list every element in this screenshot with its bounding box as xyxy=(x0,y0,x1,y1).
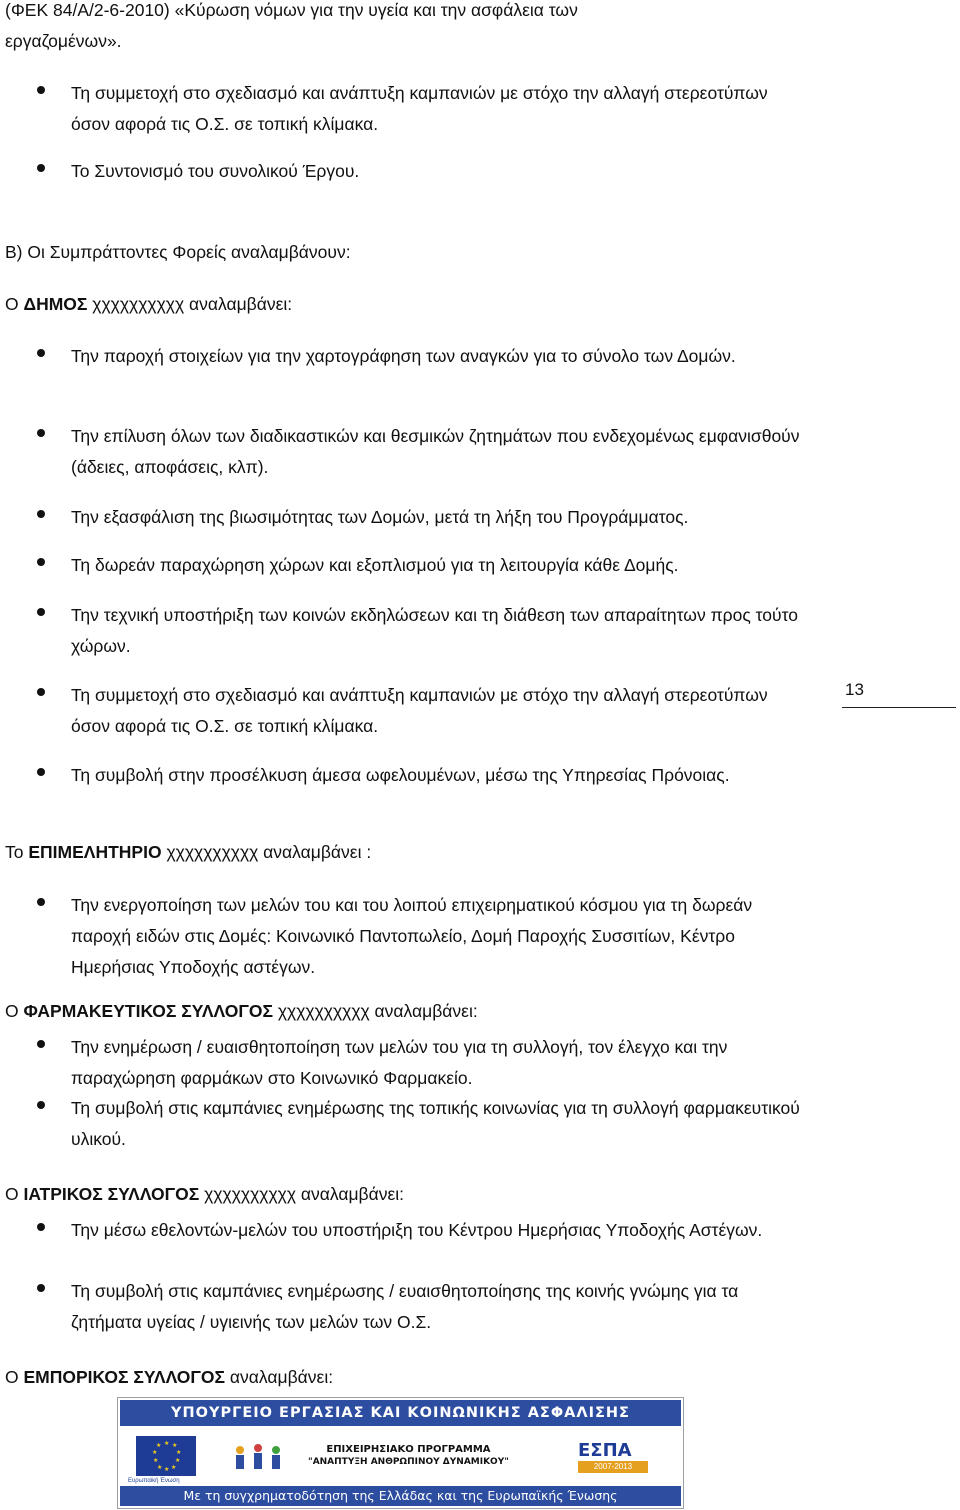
svg-text:★: ★ xyxy=(175,1457,181,1464)
bullet-icon xyxy=(37,608,45,616)
section-title: Β) Οι Συμπράττοντες Φορείς αναλαμβάνουν: xyxy=(5,242,351,262)
page-number-rule xyxy=(842,707,956,708)
bullet-icon xyxy=(37,768,45,776)
program-logo-text xyxy=(308,1444,509,1468)
heading-prefix: Ο xyxy=(5,1001,24,1021)
bullet-icon xyxy=(37,1101,45,1109)
heading-name: ΦΑΡΜΑΚΕΥΤΙΚΟΣ ΣΥΛΛΟΓΟΣ xyxy=(23,1001,273,1021)
farmakeftikos-heading xyxy=(5,1001,478,1022)
list-item-text: Τη συμμετοχή στο σχεδιασμό και ανάπτυξη καμπανιών με στόχο την αλλαγή στερεοτύπων όσον αφορά τις Ο.Σ. σε τοπική κλίμακα. xyxy=(71,83,768,134)
intro-line-2: εργαζομένων». xyxy=(5,31,122,51)
program-line-2: "ΑΝΑΠΤΥΞΗ ΑΝΘΡΩΠΙΝΟΥ ΔΥΝΑΜΙΚΟΥ" xyxy=(308,1457,509,1467)
heading-name: ΕΜΠΟΡΙΚΟΣ ΣΥΛΛΟΓΟΣ xyxy=(23,1367,226,1387)
heading-prefix: Ο xyxy=(5,1367,24,1387)
intro-line-1: (ΦΕΚ 84/Α/2-6-2010) «Κύρωση νόμων για την υγεία και την ασφάλεια των xyxy=(5,0,578,20)
heading-prefix: Ο xyxy=(5,1184,24,1204)
list-item-text: Τη δωρεάν παραχώρηση χώρων και εξοπλισμού για τη λειτουργία κάθε Δομής. xyxy=(71,555,679,575)
svg-text:★: ★ xyxy=(176,1449,182,1456)
bullet-icon xyxy=(37,429,45,437)
svg-text:★: ★ xyxy=(164,1440,170,1447)
list-item-text: Την ενεργοποίηση των μελών του και του λοιπού επιχειρηματικού κόσμου για τη δωρεάν παροχή ειδών στις Δομές: Κοινωνικό Παντοπωλείο, Δομή Παροχής Συσσιτίων, Κέντρο Ημερήσιας Υποδοχής αστέγων. xyxy=(71,895,753,977)
footer-ministry-banner: ΥΠΟΥΡΓΕΙΟ ΕΡΓΑΣΙΑΣ ΚΑΙ ΚΟΙΝΩΝΙΚΗΣ ΑΣΦΑΛΙΣΗΣ xyxy=(120,1400,681,1426)
bullet-icon xyxy=(37,510,45,518)
heading-prefix: Ο xyxy=(5,294,24,314)
svg-text:★: ★ xyxy=(156,1442,162,1449)
bullet-icon xyxy=(37,1223,45,1231)
eu-caption: Ευρωπαϊκή Ένωση xyxy=(128,1478,180,1484)
page-number: 13 xyxy=(845,680,864,699)
list-item-text: Την επίλυση όλων των διαδικαστικών και θεσμικών ζητημάτων που ενδεχομένως εμφανισθούν (άδειες, αποφάσεις, κλπ). xyxy=(71,426,800,477)
list-item-text: Την παροχή στοιχείων για την χαρτογράφηση των αναγκών για το σύνολο των Δομών. xyxy=(71,346,736,366)
heading-name: ΔΗΜΟΣ xyxy=(23,294,88,314)
list-item-text: Την εξασφάλιση της βιωσιμότητας των Δομών, μετά τη λήξη του Προγράμματος. xyxy=(71,507,689,527)
bullet-icon xyxy=(37,688,45,696)
list-item-text: Τη συμβολή στις καμπάνιες ενημέρωσης / ευαισθητοποίησης της κοινής γνώμης για τα ζητήματα υγείας / υγιεινής των μελών των Ο.Σ. xyxy=(71,1281,739,1332)
svg-text:★: ★ xyxy=(171,1464,177,1471)
footer-logo-banner xyxy=(117,1397,684,1509)
heading-suffix: χχχχχχχχχχ αναλαμβάνει: xyxy=(199,1184,405,1204)
heading-prefix: Το xyxy=(5,842,29,862)
heading-suffix: αναλαμβάνει: xyxy=(225,1367,334,1387)
svg-text:★: ★ xyxy=(157,1464,163,1471)
bullet-icon xyxy=(37,558,45,566)
bullet-icon xyxy=(37,898,45,906)
heading-suffix: χχχχχχχχχχ αναλαμβάνει: xyxy=(272,1001,478,1021)
iatrikos-heading xyxy=(5,1184,404,1205)
bullet-icon xyxy=(37,86,45,94)
espa-years: 2007-2013 xyxy=(578,1461,648,1473)
heading-name: ΕΠΙΜΕΛΗΤΗΡΙΟ xyxy=(28,842,162,862)
svg-text:★: ★ xyxy=(153,1457,159,1464)
list-item-text: Τη συμμετοχή στο σχεδιασμό και ανάπτυξη καμπανιών με στόχο την αλλαγή στερεοτύπων όσον αφορά τις Ο.Σ. σε τοπική κλίμακα. xyxy=(71,685,768,736)
list-item-text: Την μέσω εθελοντών-μελών του υποστήριξη του Κέντρου Ημερήσιας Υποδοχής Αστέγων. xyxy=(71,1220,763,1240)
eu-flag-icon xyxy=(136,1436,196,1476)
bullet-icon xyxy=(37,1040,45,1048)
footer-cofunding-banner: Με τη συγχρηματοδότηση της Ελλάδας και της Ευρωπαϊκής Ένωσης xyxy=(120,1486,681,1506)
dimos-heading xyxy=(5,294,292,315)
bullet-icon xyxy=(37,349,45,357)
svg-text:★: ★ xyxy=(152,1449,158,1456)
emporikos-heading xyxy=(5,1367,333,1388)
people-figures-icon xyxy=(228,1440,288,1480)
heading-suffix: χχχχχχχχχχ αναλαμβάνει : xyxy=(161,842,372,862)
heading-name: ΙΑΤΡΙΚΟΣ ΣΥΛΛΟΓΟΣ xyxy=(23,1184,200,1204)
epimelitirio-heading xyxy=(5,842,371,863)
svg-text:★: ★ xyxy=(172,1442,178,1449)
list-item-text: Το Συντονισμό του συνολικού Έργου. xyxy=(71,161,360,181)
list-item-text: Την ενημέρωση / ευαισθητοποίηση των μελών του για τη συλλογή, τον έλεγχο και την παραχώρηση φαρμάκων στο Κοινωνικό Φαρμακείο. xyxy=(71,1037,728,1088)
bullet-icon xyxy=(37,1284,45,1292)
svg-text:★: ★ xyxy=(164,1466,170,1473)
espa-logo xyxy=(578,1440,658,1478)
program-line-1: ΕΠΙΧΕΙΡΗΣΙΑΚΟ ΠΡΟΓΡΑΜΜΑ xyxy=(326,1444,491,1455)
heading-suffix: χχχχχχχχχχ αναλαμβάνει: xyxy=(87,294,293,314)
list-item-text: Τη συμβολή στην προσέλκυση άμεσα ωφελουμένων, μέσω της Υπηρεσίας Πρόνοιας. xyxy=(71,765,730,785)
espa-title: ΕΣΠΑ xyxy=(578,1440,632,1461)
list-item-text: Την τεχνική υποστήριξη των κοινών εκδηλώσεων και τη διάθεση των απαραίτητων προς τούτο χώρων. xyxy=(71,605,799,656)
list-item-text: Τη συμβολή στις καμπάνιες ενημέρωσης της τοπικής κοινωνίας για τη συλλογή φαρμακευτικού υλικού. xyxy=(71,1098,800,1149)
bullet-icon xyxy=(37,164,45,172)
